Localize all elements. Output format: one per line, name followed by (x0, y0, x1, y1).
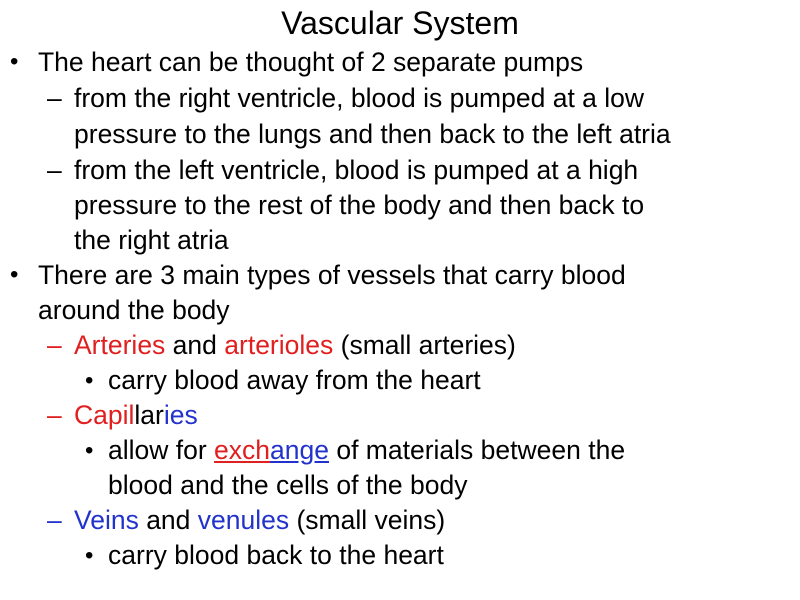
sub-bullet-left-ventricle-cont2 (0, 223, 800, 258)
detail-text: allow for (108, 435, 215, 465)
detail-text: of materials between the (328, 435, 626, 465)
dash-marker: – (47, 330, 62, 360)
slide-title: Vascular System (281, 5, 519, 41)
sub-bullet-veins (0, 503, 800, 538)
detail-veins (0, 538, 800, 573)
term-arterioles: arterioles (224, 330, 334, 360)
dash-marker: – (47, 155, 62, 185)
sub-bullet-text: from the left ventricle, blood is pumped at a high (74, 155, 639, 185)
detail-capillaries (0, 433, 800, 468)
detail-text: carry blood away from the heart (108, 365, 481, 395)
bullet-vessel-types-cont (0, 293, 800, 328)
bullet-text: The heart can be thought of 2 separate pumps (38, 47, 584, 77)
sub-bullet-text: pressure to the lungs and then back to the left atria (74, 119, 671, 149)
term-venules: venules (197, 505, 290, 535)
sub-bullet-right-ventricle (0, 80, 800, 116)
bullet-vessel-types (0, 257, 800, 293)
term-veins: Veins (74, 505, 139, 535)
bullet-text: around the body (38, 295, 230, 325)
parenthetical-text: (small arteries) (333, 330, 516, 360)
bullet-marker: • (85, 437, 94, 464)
sub-bullet-text: pressure to the rest of the body and then back to (74, 190, 645, 220)
sub-bullet-text: the right atria (74, 225, 229, 255)
term-capillaries-part3: ies (163, 400, 198, 430)
sub-bullet-left-ventricle (0, 152, 800, 188)
dash-marker: – (47, 505, 62, 535)
bullet-marker: • (85, 367, 94, 394)
connector-text: and (165, 330, 225, 360)
sub-bullet-arteries (0, 328, 800, 363)
bullet-marker: • (85, 542, 94, 569)
slide-body (0, 44, 800, 573)
term-exchange-part2: ange (270, 435, 329, 465)
detail-text: carry blood back to the heart (108, 540, 444, 570)
dash-marker: – (47, 83, 62, 113)
detail-text: blood and the cells of the body (108, 470, 468, 500)
detail-capillaries-cont (0, 468, 800, 503)
term-exchange-part1: exch (214, 435, 271, 465)
sub-bullet-capillaries (0, 398, 800, 433)
sub-bullet-left-ventricle-cont (0, 188, 800, 223)
connector-text: and (138, 505, 198, 535)
dash-marker: – (47, 400, 62, 430)
sub-bullet-text: from the right ventricle, blood is pumped at a low (74, 83, 645, 113)
bullet-text: There are 3 main types of vessels that carry blood (38, 260, 626, 290)
bullet-two-pumps (0, 44, 800, 80)
bullet-marker: • (10, 48, 19, 75)
detail-arteries (0, 363, 800, 398)
bullet-marker: • (10, 261, 19, 288)
parenthetical-text: (small veins) (289, 505, 446, 535)
term-arteries: Arteries (74, 330, 166, 360)
term-capillaries-part2: lar (134, 400, 164, 430)
sub-bullet-right-ventricle-cont (0, 116, 800, 152)
term-capillaries-part1: Capil (74, 400, 135, 430)
